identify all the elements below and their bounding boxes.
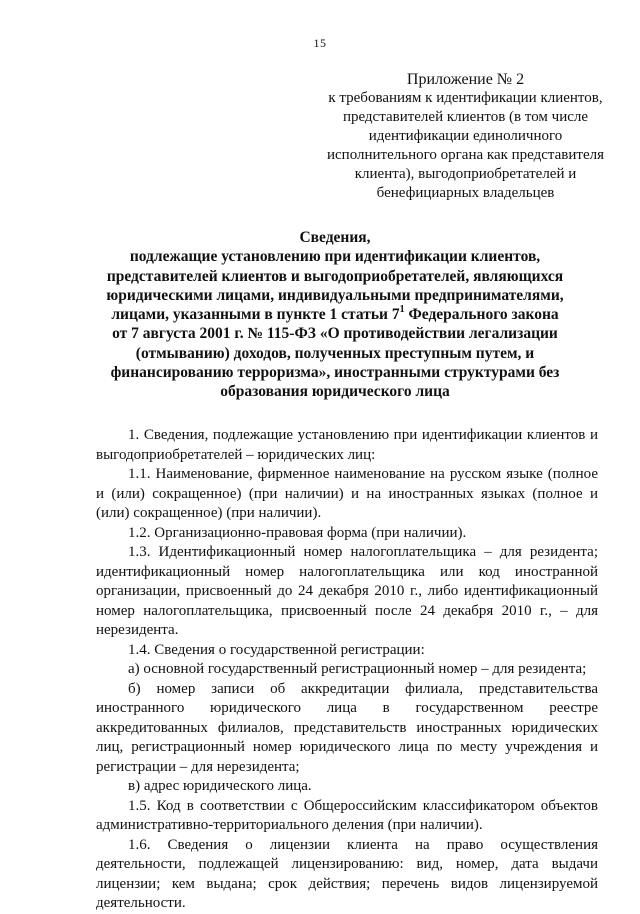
heading-line: (отмыванию) доходов, полученных преступным путем, и (135, 344, 535, 362)
paragraph: 1.5. Код в соответствии с Общероссийским классификатором объектов административно-территориального деления (при наличии). (96, 797, 598, 833)
heading-line-with-superscript (95, 305, 575, 324)
appendix-header (323, 70, 608, 203)
paragraph: б) номер записи об аккредитации филиала, представительства иностранного юридического лица в государственном реестре аккредитованных филиалов, представительств иностранных юридических лиц, регистрационный номер юридического лица по месту учреждения и регистрации – для нерезидента; (96, 680, 598, 775)
appendix-line: к требованиям к идентификации клиентов, (328, 90, 603, 106)
appendix-line: исполнительного органа как представителя (326, 147, 605, 163)
page-number: 15 (313, 36, 327, 50)
superscript: 1 (399, 304, 405, 316)
heading-line: юридическими лицами, индивидуальными предпринимателями, (106, 286, 564, 304)
document-body (96, 426, 598, 914)
appendix-title: Приложение № 2 (406, 71, 525, 88)
heading-line: Сведения, (299, 229, 371, 246)
document-heading (95, 228, 575, 402)
appendix-line: идентификации единоличного (368, 128, 563, 144)
heading-line: представителей клиентов и выгодоприобретателей, являющихся (106, 267, 564, 285)
heading-line: подлежащие установлению при идентификации клиентов, (129, 248, 541, 266)
paragraph: 1. Сведения, подлежащие установлению при идентификации клиентов и выгодоприобретателей – юридических лиц: (96, 427, 598, 463)
paragraph: 1.3. Идентификационный номер налогоплательщика – для резидента; идентификационный номер налогоплательщика или код иностранной организации, присвоенный до 24 декабря 2010 г., либо идентификационный номер налогоплательщика, присвоенный после 24 декабря 2010 г., – для нерезидента. (96, 544, 598, 638)
heading-line: образования юридического лица (220, 383, 450, 401)
heading-line: от 7 августа 2001 г. № 115-ФЗ «О противодействии легализации (112, 325, 558, 343)
paragraph: 1.1. Наименование, фирменное наименование на русском языке (полное и (или) сокращенное) (при наличии) и на иностранных языках (полное и (или) сокращенное) (при наличии). (96, 466, 598, 521)
appendix-line: представителей клиентов (в том числе (342, 109, 589, 125)
heading-text: Федерального закона (404, 306, 559, 324)
heading-line: финансированию терроризма», иностранными структурами без (110, 364, 560, 382)
heading-text: лицами, указанными в пункте 1 статьи 7 (111, 306, 400, 324)
paragraph: 1.6. Сведения о лицензии клиента на право осуществления деятельности, подлежащей лицензированию: вид, номер, дата выдачи лицензии; кем выдана; срок действия; перечень видов лицензируемой деятельности. (96, 836, 598, 911)
appendix-line: бенефициарных владельцев (376, 185, 555, 201)
paragraph: 1.4. Сведения о государственной регистрации: (128, 641, 425, 658)
paragraph: в) адрес юридического лица. (128, 778, 312, 794)
paragraph: а) основной государственный регистрационный номер – для резидента; (128, 661, 587, 677)
paragraph: 1.2. Организационно-правовая форма (при наличии). (128, 524, 467, 541)
appendix-line: клиента), выгодоприобретателей и (354, 166, 577, 182)
